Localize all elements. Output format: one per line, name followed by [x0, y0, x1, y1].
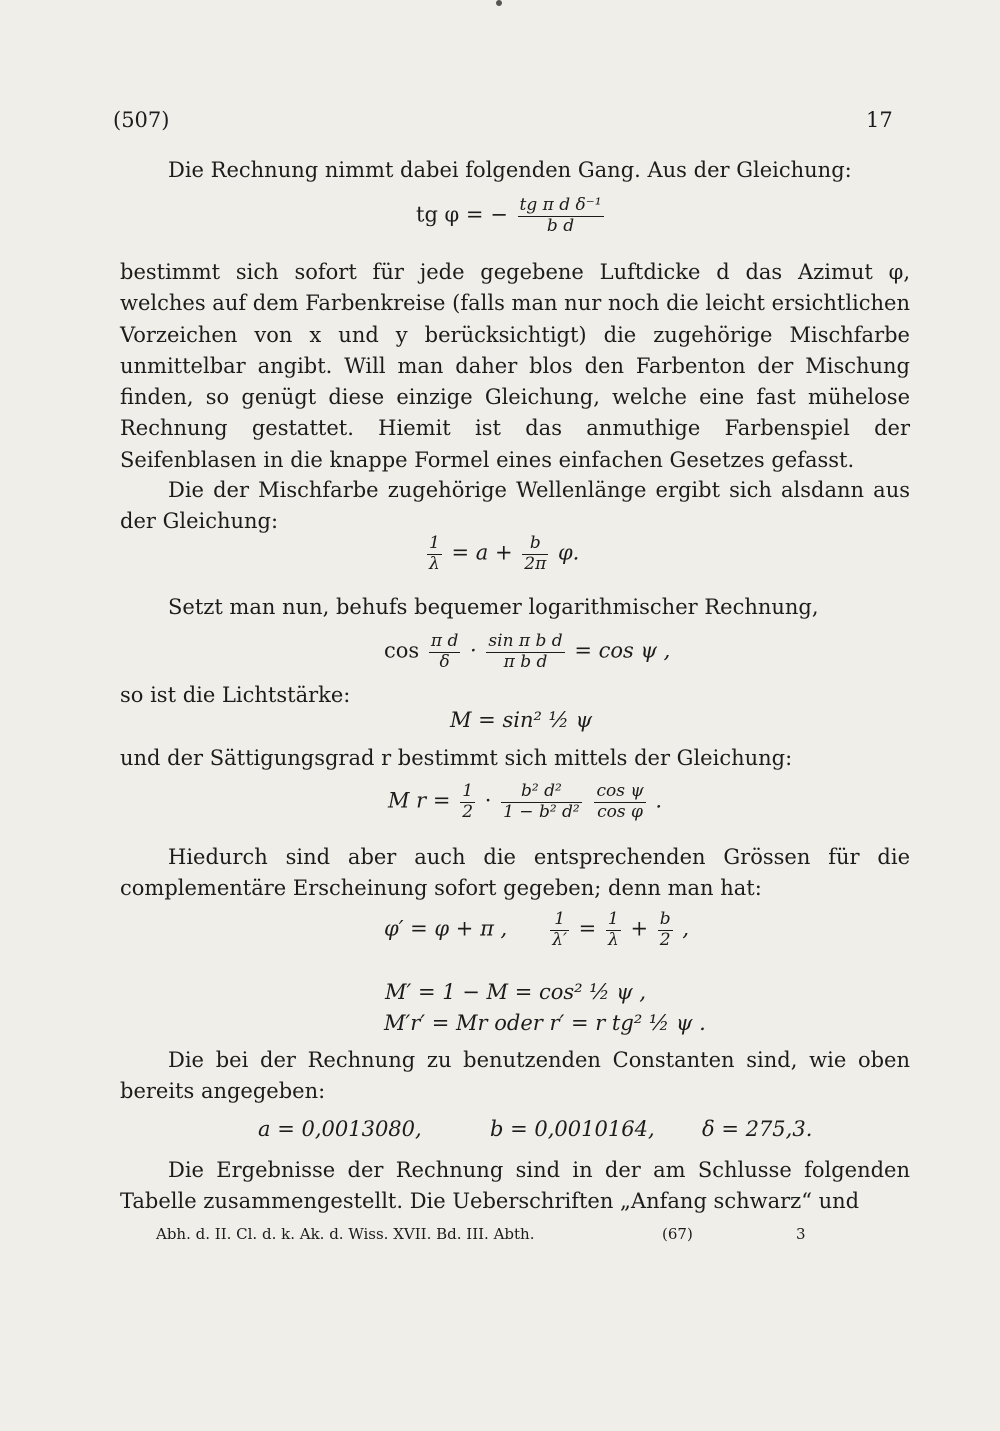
eq3-num1: π d	[430, 631, 459, 651]
equation-cos-psi	[384, 632, 670, 672]
constant-a: a = 0,0013080,	[258, 1117, 422, 1141]
eq6-b-den: λ′	[552, 929, 567, 950]
eq2-lhs-fraction	[427, 534, 442, 574]
eq5-den3: cos φ	[597, 801, 643, 822]
eq2-num: b	[522, 534, 548, 555]
eq3-pre: cos	[384, 638, 420, 663]
eq2-tail: φ.	[557, 540, 580, 565]
eq6-c-mid: +	[630, 916, 649, 941]
eq6-tail: ,	[682, 916, 689, 941]
footer-publication: Abh. d. II. Cl. d. k. Ak. d. Wiss. XVII. Bd. III. Abth.	[156, 1225, 535, 1243]
equation-wavelength	[424, 534, 579, 574]
eq3-den1: δ	[439, 651, 450, 672]
eq6-d-den: 2	[659, 929, 671, 950]
eq2-fraction	[522, 534, 548, 574]
eq2-den: 2π	[524, 553, 547, 574]
eq3-tail: = cos ψ ,	[574, 638, 671, 663]
constant-b: b = 0,0010164,	[490, 1117, 655, 1141]
header-page-ref: (507)	[113, 108, 170, 132]
eq5-den1: 2	[462, 801, 474, 822]
equation-saturation	[388, 782, 662, 822]
eq5-num3: cos ψ	[596, 781, 644, 801]
eq3-dot: ·	[470, 638, 477, 663]
eq5-tail: .	[655, 788, 663, 813]
equation-mr-prime: M′r′ = Mr oder r′ = r tg² ½ ψ .	[384, 1011, 706, 1035]
eq2-lhs-den: λ	[429, 553, 440, 574]
eq5-fraction-1	[460, 782, 475, 822]
paragraph-7: Hiedurch sind aber auch die entsprechenden Grössen für die complementäre Erscheinung sofort gegeben; denn man hat:	[120, 845, 910, 901]
eq3-fraction-1	[429, 632, 460, 672]
eq2-mid: = a +	[451, 540, 513, 565]
eq6-b-num: 1	[550, 910, 569, 931]
eq6-fraction-d	[658, 910, 673, 950]
equation-m-prime: M′ = 1 − M = cos² ½ ψ ,	[385, 980, 647, 1004]
header-page-number: 17	[866, 108, 893, 132]
eq5-num2: b² d²	[501, 782, 582, 803]
footer-sheet-number: (67)	[662, 1225, 693, 1243]
paragraph-4: Setzt man nun, behufs bequemer logarithmischer Rechnung,	[168, 595, 819, 619]
page-mark	[496, 0, 502, 6]
paragraph-1: Die Rechnung nimmt dabei folgenden Gang. Aus der Gleichung:	[168, 158, 852, 182]
eq5-pre: M r =	[388, 788, 451, 813]
eq1-fraction	[518, 196, 604, 236]
eq6-d-num: b	[659, 909, 671, 929]
eq6-fraction-b	[550, 910, 569, 950]
eq1-num: tg π d δ⁻¹	[519, 195, 602, 215]
eq1-den: b d	[546, 215, 575, 236]
equation-brightness: M = sin² ½ ψ	[450, 708, 593, 732]
eq5-num1: 1	[462, 781, 474, 801]
eq6-c-num: 1	[607, 909, 619, 929]
paragraph-5: so ist die Lichtstärke:	[120, 683, 351, 707]
eq1-lhs: tg φ = −	[416, 202, 508, 227]
paragraph-2: bestimmt sich sofort für jede gegebene Luftdicke d das Azimut φ, welches auf dem Farbenkreise (falls man nur noch die leicht ersichtlichen Vorzeichen von x und y berücksichtigt) die zugehörige Mischfarbe unmittelbar angibt. Will man daher blos den Farbenton der Mischung finden, so genügt diese einzige Gleichung, welche eine fast mühelose Rechnung gestattet. Hiemit ist das anmuthige Farbenspiel der Seifenblasen in die knappe Formel eines einfachen Gesetzes gefasst.	[120, 260, 910, 472]
eq3-fraction-2	[486, 632, 564, 672]
eq6-fraction-c	[606, 910, 621, 950]
constant-delta: δ = 275,3.	[702, 1117, 813, 1141]
eq5-fraction-2	[501, 782, 582, 822]
eq5-dot: ·	[484, 788, 492, 813]
eq5-den2: 1 − b² d²	[503, 801, 580, 822]
paragraph-3: Die der Mischfarbe zugehörige Wellenlänge ergibt sich alsdann aus der Gleichung:	[120, 478, 910, 534]
paragraph-6: und der Sättigungsgrad r bestimmt sich mittels der Gleichung:	[120, 746, 793, 770]
paragraph-9: Die Ergebnisse der Rechnung sind in der am Schlusse folgenden Tabelle zusammengestellt. Die Ueberschriften „Anfang schwarz“ und	[120, 1158, 910, 1214]
eq3-num2: sin π b d	[488, 631, 563, 651]
eq5-fraction-3	[594, 782, 645, 822]
paragraph-8: Die bei der Rechnung zu benutzenden Constanten sind, wie oben bereits angegeben:	[120, 1048, 910, 1104]
equation-complement	[384, 910, 689, 950]
eq6-c-den: λ	[607, 929, 619, 950]
eq6-a: φ′ = φ + π ,	[384, 916, 508, 941]
equation-tg-phi	[416, 196, 607, 236]
eq6-b-mid: =	[578, 916, 597, 941]
footer-signature: 3	[796, 1225, 806, 1243]
eq2-lhs-num: 1	[429, 533, 440, 553]
eq3-den2: π b d	[503, 651, 548, 672]
